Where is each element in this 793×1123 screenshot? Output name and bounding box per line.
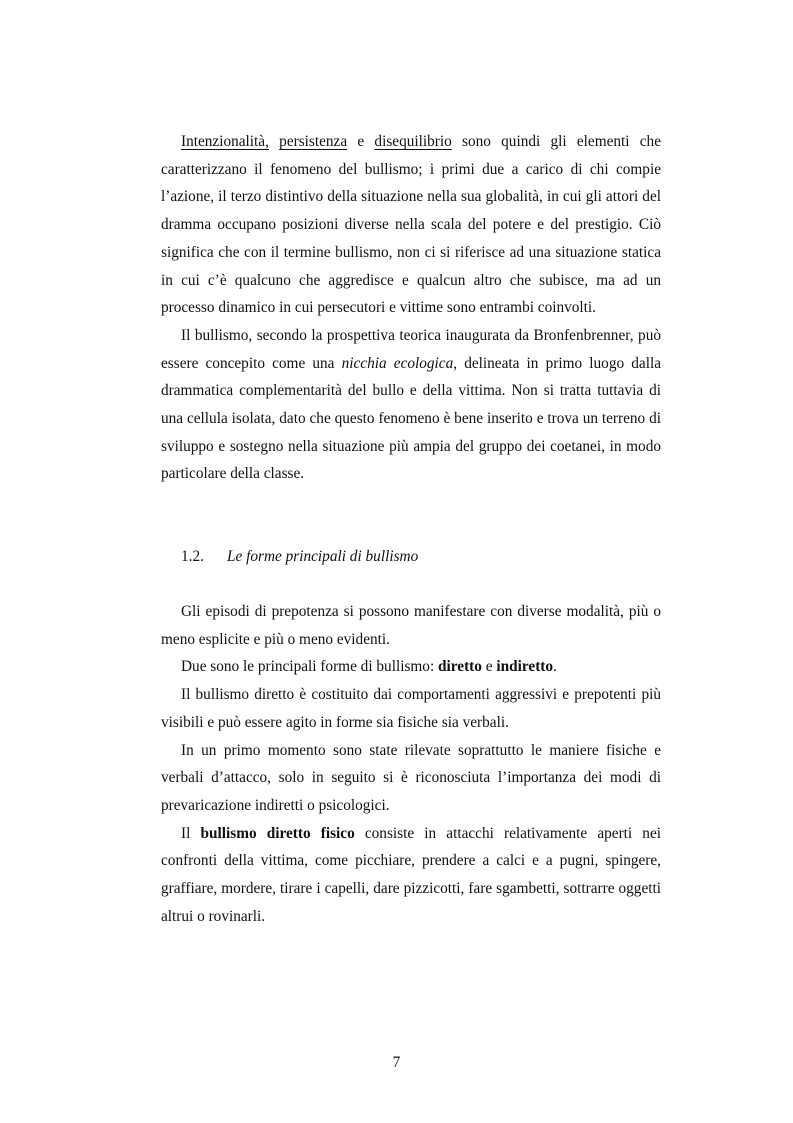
paragraph-text: Due sono le principali forme di bullismo: (181, 658, 439, 676)
section-1-body (161, 128, 661, 488)
section-heading (181, 543, 418, 571)
paragraph (161, 128, 661, 322)
conjunction: e (481, 658, 497, 676)
section-number: 1.2. (181, 548, 204, 565)
section-2-body (161, 598, 661, 930)
paragraph: In un primo momento sono state rilevate soprattutto le maniere fisiche e verbali d’attacco, solo in seguito si è riconosciuta l’importanza dei modi di prevaricazione indiretti o psicologici. (161, 741, 661, 814)
paragraph-text: sono quindi gli elementi che caratterizzano il fenomeno del bullismo; i primi due a carico di chi compie l’azione, il terzo distintivo della situazione nella sua globalità, in cui gli attori del dramma occupano posizioni diverse nella scala del potere e del prestigio. Ciò significa che con il termine bullismo, non ci si riferisce ad una situazione statica in cui c’è qualcuno che aggredisce e qualcun altro che subisce, ma ad un processo dinamico in cui persecutori e vittime sono entrambi coinvolti. (161, 133, 661, 317)
term-disequilibrio: disequilibrio (374, 133, 452, 150)
paragraph (161, 820, 661, 931)
bold-term-diretto: diretto (438, 658, 482, 676)
paragraph (161, 322, 661, 488)
paragraph-text: consiste in attacchi relativamente aperti nei confronti della vittima, come picchiare, prendere a calci e a pugni, spingere, graffiare, mordere, tirare i capelli, dare pizzicotti, fare sgambetti, sottrarre oggetti altrui o rovinarli. (161, 824, 661, 925)
paragraph-text: . (553, 658, 557, 676)
paragraph-text: , delineata in primo luogo dalla drammatica complementarità del bullo e della vittima. Non si tratta tuttavia di una cellula isolata, dato che questo fenomeno è bene inserito e trova un terreno di sviluppo e sostegno nella situazione più ampia del gruppo dei coetanei, in modo particolare della classe. (161, 354, 661, 483)
conjunction: e (347, 133, 375, 150)
paragraph-text: Il (181, 824, 201, 842)
paragraph-text: Il bullismo, secondo la prospettiva teorica inaugurata da Bronfenbrenner, può essere concepito come una (161, 326, 661, 372)
section-title: Le forme principali di bullismo (227, 548, 419, 565)
bold-term-indiretto: indiretto (496, 658, 554, 676)
term-intenzionalita: Intenzionalità, (181, 133, 269, 150)
term-persistenza: persistenza (279, 133, 348, 150)
page-number: 7 (392, 1054, 401, 1071)
paragraph (161, 653, 661, 681)
emphasis-nicchia-ecologica: nicchia ecologica (341, 354, 454, 372)
paragraph: Il bullismo diretto è costituito dai comportamenti aggressivi e prepotenti più visibili e può essere agito in forme sia fisiche sia verbali. (161, 686, 661, 731)
paragraph: Gli episodi di prepotenza si possono manifestare con diverse modalità, più o meno esplicite e più o meno evidenti. (161, 603, 661, 648)
bold-term-bullismo-diretto-fisico: bullismo diretto fisico (200, 824, 355, 842)
